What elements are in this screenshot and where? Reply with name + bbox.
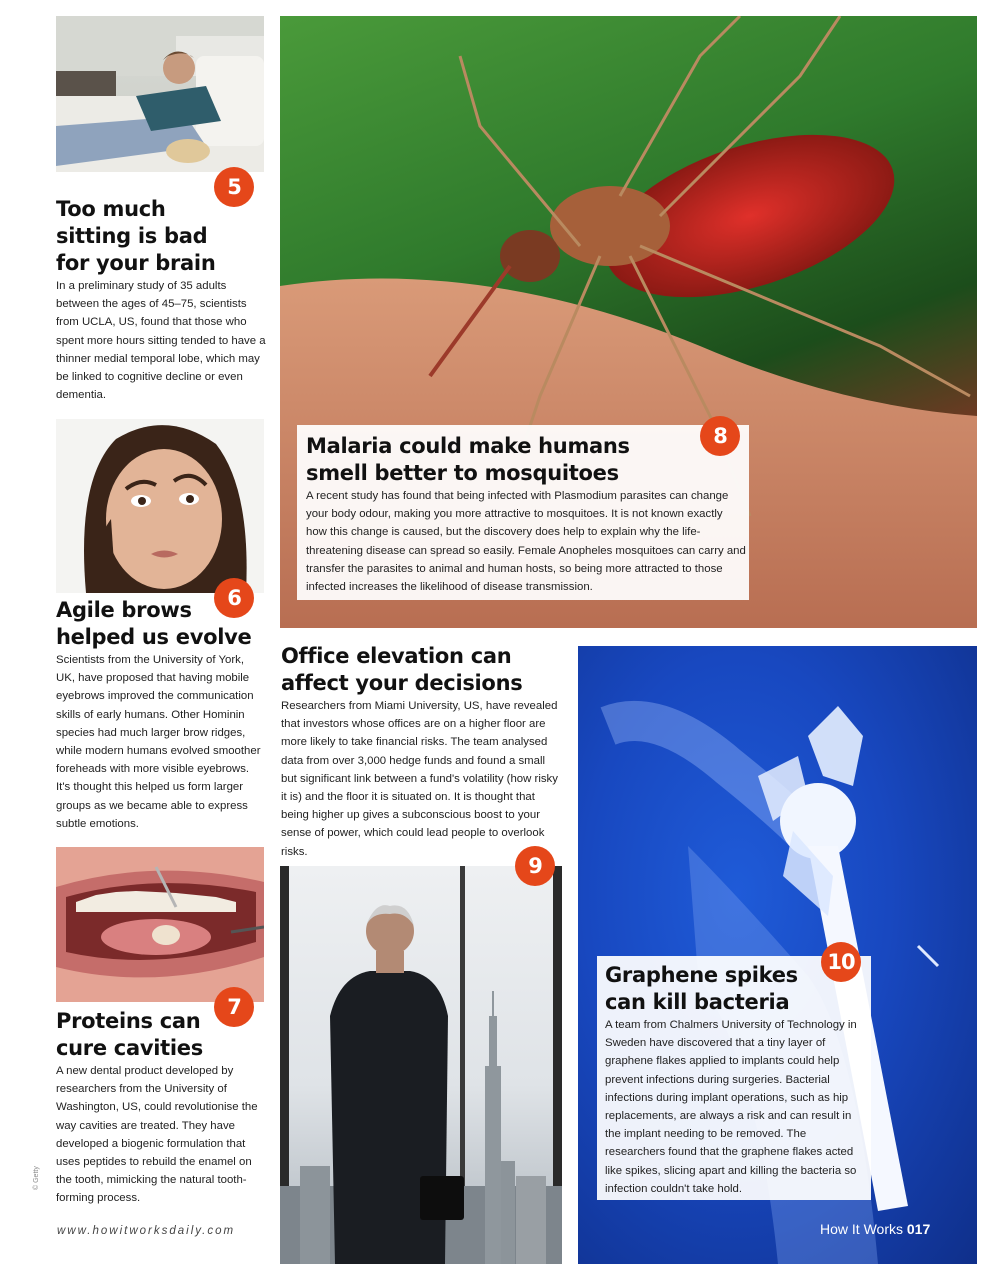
body-sitting: In a preliminary study of 35 adults between the ages of 45–75, scientists from UCLA, US, found that those who spent more hours sitting tended to have a thinner medial temporal lobe, which may be linked to cognitive decline or even dementia. (56, 280, 266, 402)
body-office: Researchers from Miami University, US, have revealed that investors whose offices are on a higher floor are more likely to take financial risks. The team analysed data from over 3,000 hedge funds and found a small but significant link between a fund's volatility (how risky it is) and the floor it is situated on. It is thought that being higher up gives a subconscious boost to your sense of power, which could lead people to overlook risks. (281, 700, 558, 858)
body-cavities: A new dental product developed by researchers from the University of Washington, US, could revolutionise the way cavities are treated. They have developed a biogenic formulation that uses peptides to rebuild the enamel on the tooth, mimicking the natural tooth-forming process. (56, 1065, 258, 1205)
photo-businessman-window (280, 866, 562, 1264)
photo-dental-mouth (56, 847, 264, 1002)
number-badge-10: 10 (821, 942, 861, 982)
photo-woman-eyebrow (56, 419, 264, 593)
page-number: 017 (906, 1221, 931, 1237)
headline-cavities: Proteins can cure cavities (56, 1009, 203, 1060)
body-graphene: A team from Chalmers University of Technology in Sweden have discovered that a tiny layer of graphene flakes applied to implants could help prevent infections during surgeries. Bacterial infections during implant operations, such as hip replacements, are always a risk and can result in the implant needing to be removed. The researchers found that the graphene flakes acted like spikes, slicing apart and killing the bacteria so infection couldn't take hold. (605, 1019, 857, 1195)
headline-sitting: Too much sitting is bad for your brain (56, 197, 216, 275)
number-badge-7: 7 (214, 987, 254, 1027)
magazine-name: How It Works (820, 1221, 903, 1237)
number-badge-9: 9 (515, 846, 555, 886)
body-brows: Scientists from the University of York, UK, have proposed that having mobile eyebrows improved the communication skills of early humans. Other Hominin species had much larger brow ridges, while modern humans evolved smoother foreheads with more visible eyebrows. It's thought this helped us form larger groups as we became able to express subtle emotions. (56, 654, 261, 830)
number-badge-5: 5 (214, 167, 254, 207)
headline-graphene: Graphene spikes can kill bacteria (605, 963, 798, 1014)
number-badge-6: 6 (214, 578, 254, 618)
headline-malaria: Malaria could make humans smell better to mosquitoes (306, 434, 630, 485)
footer-url[interactable]: www.howitworksdaily.com (57, 1225, 236, 1237)
number-badge-8: 8 (700, 416, 740, 456)
body-malaria: A recent study has found that being infected with Plasmodium parasites can change your body odour, making you more attractive to mosquitoes. It is not known exactly how this change is caused, but the discovery does help to explain why the life-threatening disease can spread so easily. Female Anopheles mosquitoes can carry and transfer the parasites to animal and human hosts, so being more attracted to those infected increases the likelihood of disease transmission. (306, 490, 746, 594)
headline-office: Office elevation can affect your decisions (281, 644, 523, 695)
footer-folio (820, 1221, 930, 1237)
photo-man-sitting (56, 16, 264, 172)
photo-credit: © Getty (33, 1166, 40, 1190)
headline-brows: Agile brows helped us evolve (56, 598, 252, 649)
